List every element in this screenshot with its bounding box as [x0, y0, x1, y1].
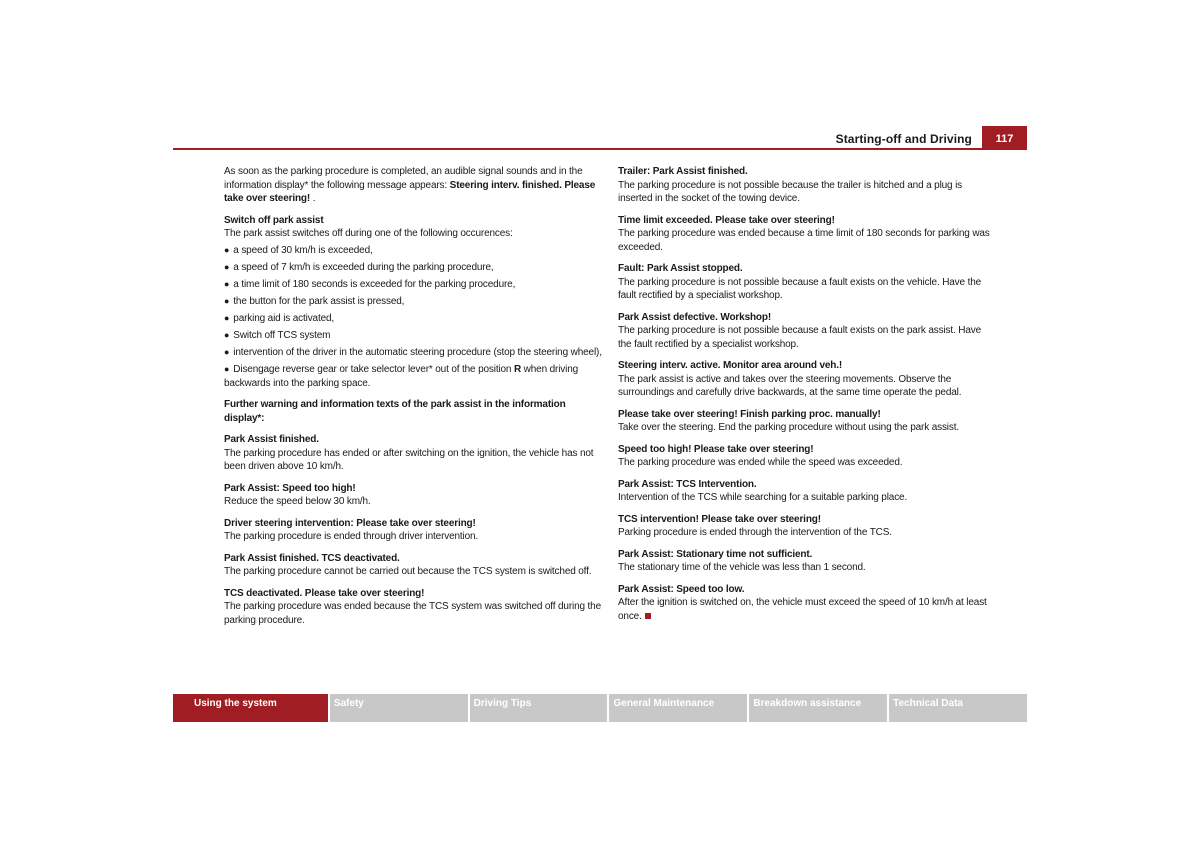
bullet-icon: ●: [224, 262, 230, 272]
message-title: Park Assist finished. TCS deactivated.: [224, 552, 400, 564]
message-text: The parking procedure is not possible because the trailer is hitched and a plug is inserted in the socket of the towing device.: [618, 179, 963, 204]
message-text: The stationary time of the vehicle was less than 1 second.: [618, 562, 866, 573]
bullet-icon: ●: [224, 279, 230, 289]
message-title: Time limit exceeded. Please take over steering!: [618, 214, 835, 226]
message-title: Park Assist: TCS Intervention.: [618, 478, 757, 490]
message-text: The parking procedure cannot be carried out because the TCS system is switched off.: [224, 566, 592, 577]
bullet-icon: ●: [224, 245, 230, 255]
message-title: Driver steering intervention: Please take over steering!: [224, 517, 476, 529]
tab-breakdown-assistance[interactable]: Breakdown assistance: [749, 694, 887, 722]
right-column: [618, 165, 996, 623]
tab-using-the-system[interactable]: Using the system: [173, 694, 328, 722]
section-title: Starting-off and Driving: [835, 132, 972, 146]
message-text: Take over the steering. End the parking procedure without using the park assist.: [618, 422, 959, 433]
page-number: 117: [982, 126, 1027, 148]
message-title: Park Assist finished.: [224, 434, 319, 445]
bullet-icon: ●: [224, 330, 230, 340]
tab-general-maintenance[interactable]: General Maintenance: [609, 694, 747, 722]
message-text: The parking procedure has ended or after switching on the ignition, the vehicle has not been driven above 10 km/h.: [224, 447, 594, 472]
chapter-nav: [173, 694, 1027, 722]
bullet-icon: ●: [224, 313, 230, 323]
intro-message: Steering interv. finished. Please take over steering!: [224, 179, 596, 204]
message-text: After the ignition is switched on, the vehicle must exceed the speed of 10 km/h at least once.: [618, 597, 987, 622]
message-title: Fault: Park Assist stopped.: [618, 263, 743, 274]
switch-off-heading: Switch off park assist: [224, 214, 324, 226]
header-rule: [173, 148, 1027, 150]
message-title: Trailer: Park Assist finished.: [618, 166, 748, 177]
message-text: Intervention of the TCS while searching for a suitable parking place.: [618, 492, 908, 503]
message-title: Park Assist: Speed too high!: [224, 482, 356, 494]
message-title: Speed too high! Please take over steering!: [618, 443, 814, 455]
message-text: The parking procedure is ended through driver intervention.: [224, 531, 479, 542]
list-item: ● intervention of the driver in the automatic steering procedure (stop the steering wheel),: [224, 347, 602, 358]
message-title: Park Assist defective. Workshop!: [618, 311, 772, 323]
list-item: ● parking aid is activated,: [224, 313, 335, 324]
message-title: TCS deactivated. Please take over steering!: [224, 587, 425, 599]
switch-off-text: The park assist switches off during one of the following occurences:: [224, 228, 513, 239]
end-of-section-icon: [645, 613, 651, 619]
list-item: ● Disengage reverse gear or take selector lever* out of the position R when driving backwards into the parking space.: [224, 364, 579, 389]
tab-safety[interactable]: Safety: [330, 694, 468, 722]
message-title: Please take over steering! Finish parking proc. manually!: [618, 408, 881, 420]
list-item: ● a speed of 30 km/h is exceeded,: [224, 245, 373, 256]
list-item: ● a speed of 7 km/h is exceeded during the parking procedure,: [224, 262, 494, 273]
message-text: Parking procedure is ended through the intervention of the TCS.: [618, 527, 892, 538]
tab-driving-tips[interactable]: Driving Tips: [470, 694, 608, 722]
intro-paragraph: As soon as the parking procedure is completed, an audible signal sounds and in the information display* the following message appears: Steering interv. finished. Please take over steering! .: [224, 166, 596, 204]
message-text: The parking procedure is not possible because a fault exists on the park assist. Have the fault rectified by a specialist workshop.: [618, 325, 982, 350]
message-title: Park Assist: Speed too low.: [618, 583, 745, 595]
message-title: Steering interv. active. Monitor area around veh.!: [618, 360, 843, 371]
bullet-icon: ●: [224, 364, 230, 374]
list-item: ● a time limit of 180 seconds is exceeded for the parking procedure,: [224, 279, 516, 290]
message-text: The parking procedure is not possible because a fault exists on the vehicle. Have the fault rectified by a specialist workshop.: [618, 276, 982, 301]
message-text: The parking procedure was ended while the speed was exceeded.: [618, 457, 903, 468]
left-column: [224, 165, 602, 627]
message-text: The parking procedure was ended because the TCS system was switched off during the parking procedure.: [224, 601, 601, 626]
tab-technical-data[interactable]: Technical Data: [889, 694, 1027, 722]
message-text: Reduce the speed below 30 km/h.: [224, 496, 371, 507]
message-title: Park Assist: Stationary time not sufficient.: [618, 548, 813, 560]
further-heading: Further warning and information texts of the park assist in the information display*:: [224, 399, 566, 424]
bullet-icon: ●: [224, 347, 230, 357]
list-item: ● the button for the park assist is pressed,: [224, 296, 405, 307]
message-text: The park assist is active and takes over the steering movements. Observe the surroundings and carefully drive backwards, at the same time operate the pedal.: [618, 373, 962, 398]
message-title: TCS intervention! Please take over steering!: [618, 513, 821, 525]
message-text: The parking procedure was ended because a time limit of 180 seconds for parking was exceeded.: [618, 228, 990, 253]
bullet-icon: ●: [224, 296, 230, 306]
list-item: ● Switch off TCS system: [224, 330, 331, 341]
